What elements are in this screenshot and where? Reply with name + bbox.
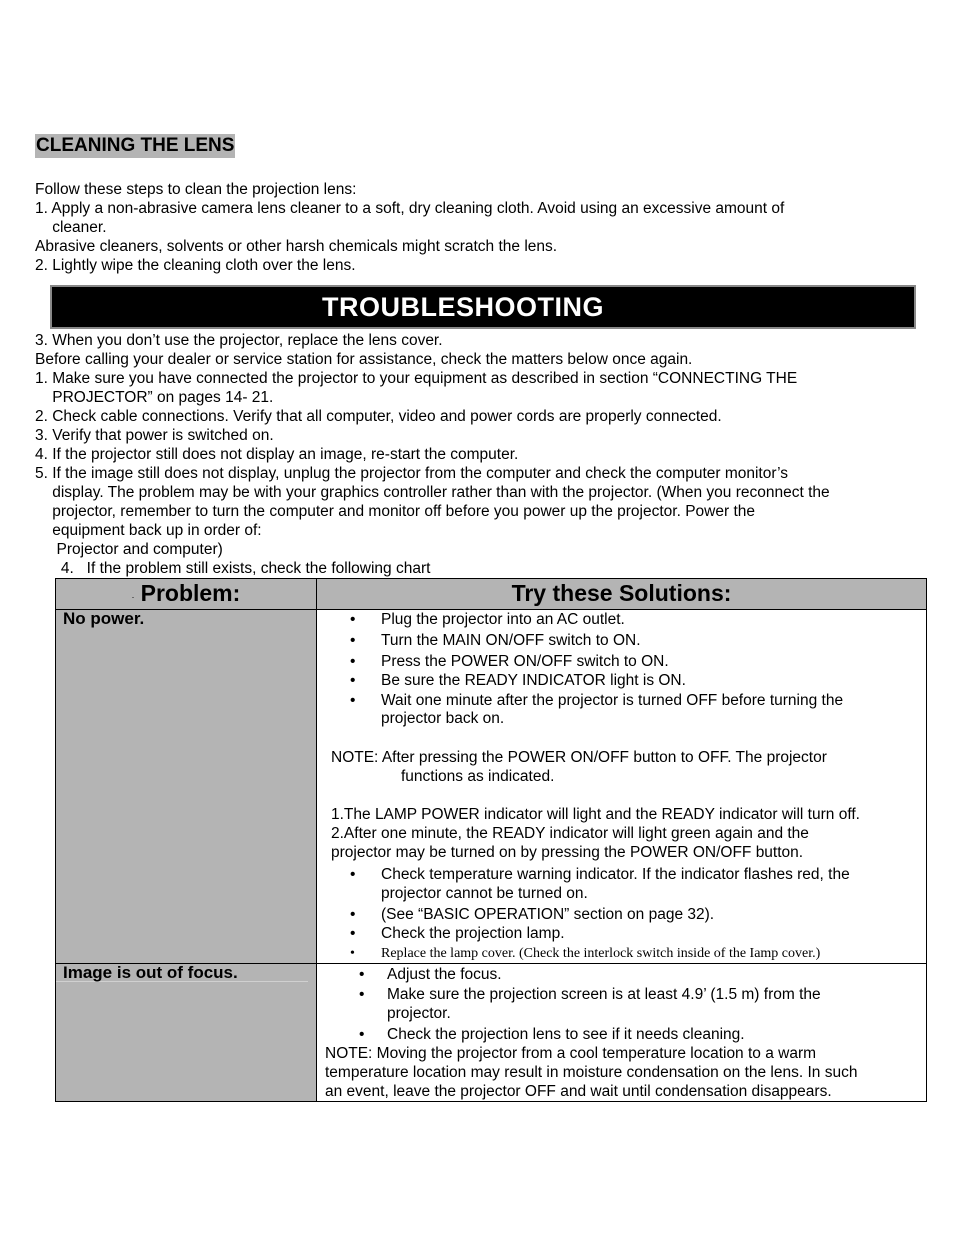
table-row [56, 963, 927, 1101]
solution-cell [317, 609, 927, 963]
intro-line: Follow these steps to clean the projection lens: [35, 181, 357, 198]
troubleshooting-table [55, 578, 927, 1102]
step-text: 2.After one minute, the READY indicator will light green again and the [331, 824, 809, 842]
list-item: • Wait one minute after the projector is turned OFF before turning the [317, 692, 926, 710]
body-line: projector, remember to turn the computer and monitor off before you power up the projector. Power the [35, 503, 755, 520]
note-text: NOTE: After pressing the POWER ON/OFF button to OFF. The projector [331, 748, 827, 766]
body-line: 1. Make sure you have connected the projector to your equipment as described in section “CONNECTING THE [35, 370, 798, 387]
note-text: NOTE: Moving the projector from a cool temperature location to a warm [325, 1044, 817, 1062]
list-item: • Check the projection lamp. [317, 924, 926, 943]
problem-header-label: Problem: [140, 580, 241, 606]
solution-cell [317, 963, 927, 1101]
note-text: temperature location may result in moisture condensation on the lens. In such [325, 1063, 858, 1081]
section-heading: CLEANING THE LENS [36, 135, 235, 156]
list-item: • Check temperature warning indicator. If the indicator flashes red, the [317, 865, 926, 884]
list-item: • Plug the projector into an AC outlet. [317, 611, 926, 629]
body-line: Before calling your dealer or service station for assistance, check the matters below once again. [35, 351, 693, 368]
list-item-continuation: projector cannot be turned on. [381, 884, 588, 902]
problem-header [56, 579, 317, 610]
list-item: • Adjust the focus. [317, 965, 926, 984]
list-item: • Make sure the projection screen is at least 4.9’ (1.5 m) from the [317, 985, 926, 1004]
list-item-continuation: projector. [387, 1004, 451, 1022]
problem-label: Image is out of focus. [56, 964, 308, 982]
list-item: • Replace the lamp cover. (Check the interlock switch inside of the Iamp cover.) [317, 944, 926, 963]
body-line: Projector and computer) [35, 541, 223, 558]
body-line: display. The problem may be with your graphics controller rather than with the projector. (When you reconnect the [35, 484, 830, 501]
body-line: PROJECTOR” on pages 14- 21. [35, 389, 274, 406]
note-text: functions as indicated. [401, 767, 555, 785]
list-item: • (See “BASIC OPERATION” section on page 32). [317, 905, 926, 924]
step-text: projector may be turned on by pressing the POWER ON/OFF button. [331, 843, 804, 861]
body-line: 4. If the problem still exists, check the following chart [35, 560, 431, 577]
intro-line: Abrasive cleaners, solvents or other harsh chemicals might scratch the lens. [35, 238, 558, 255]
body-line: 3. Verify that power is switched on. [35, 427, 274, 444]
header-dot: . [131, 589, 135, 600]
intro-line: 1. Apply a non-abrasive camera lens cleaner to a soft, dry cleaning cloth. Avoid using an excessive amount of [35, 200, 785, 217]
list-item-continuation: projector back on. [381, 709, 505, 727]
solutions-header: Try these Solutions: [317, 579, 927, 610]
problem-label: No power. [63, 608, 145, 628]
list-item: • Press the POWER ON/OFF switch to ON. [317, 653, 926, 671]
note-text: an event, leave the projector OFF and wait until condensation disappears. [325, 1082, 832, 1100]
body-line: equipment back up in order of: [35, 522, 262, 539]
list-item: • Turn the MAIN ON/OFF switch to ON. [317, 632, 926, 650]
list-item: • Be sure the READY INDICATOR light is ON. [317, 672, 926, 690]
table-row [56, 609, 927, 963]
intro-line: 2. Lightly wipe the cleaning cloth over the lens. [35, 257, 356, 274]
intro-line: cleaner. [35, 219, 107, 236]
banner-title: TROUBLESHOOTING [322, 292, 604, 322]
table-header-row [56, 579, 927, 610]
problem-cell [56, 963, 317, 1101]
step-text: 1.The LAMP POWER indicator will light and the READY indicator will turn off. [331, 805, 860, 823]
body-line: 4. If the projector still does not display an image, re-start the computer. [35, 446, 519, 463]
problem-cell [56, 609, 317, 963]
list-item: • Check the projection lens to see if it needs cleaning. [317, 1025, 926, 1044]
body-line: 5. If the image still does not display, unplug the projector from the computer and check the computer monitor’s [35, 465, 789, 482]
troubleshooting-banner [50, 285, 916, 329]
body-line: 3. When you don’t use the projector, replace the lens cover. [35, 332, 443, 349]
body-line: 2. Check cable connections. Verify that all computer, video and power cords are properly connected. [35, 408, 722, 425]
